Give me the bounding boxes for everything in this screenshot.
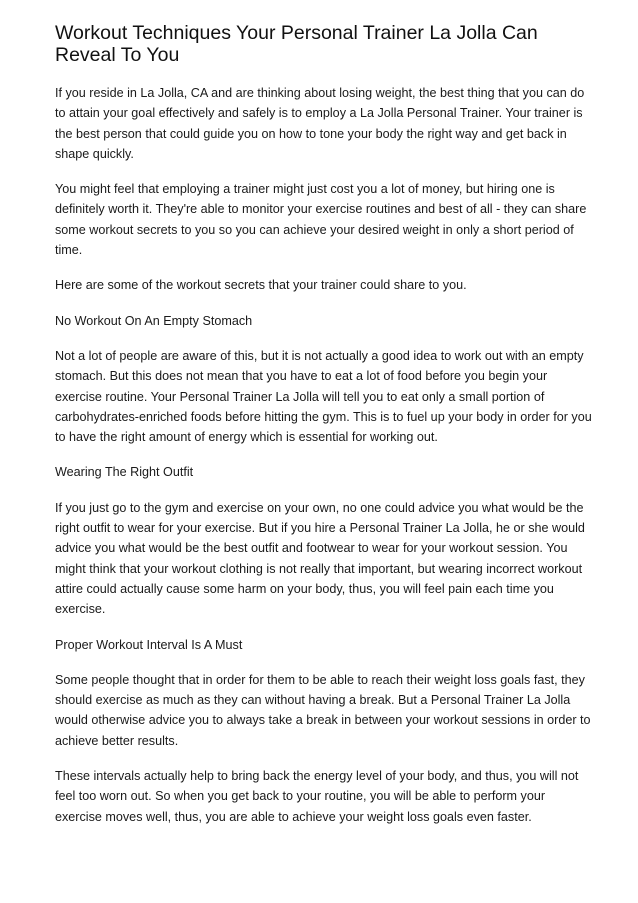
paragraph-interval: Some people thought that in order for them to be able to reach their weight loss goals fast, they should exercise as much as they can without having a break. But a Personal Trainer La Jolla would otherwise advice you to always take a break in between your workout sessions in order to achieve better results. (55, 672, 591, 748)
page-title: Workout Techniques Your Personal Trainer La Jolla Can Reveal To You (55, 22, 538, 66)
paragraph-cost: You might feel that employing a trainer might just cost you a lot of money, but hiring one is definitely worth it. They're able to monitor your exercise routines and best of all - they can share some workout secrets to you so you can achieve your desired weight in only a short period of time. (55, 182, 587, 258)
section-heading-interval: Proper Workout Interval Is A Must (55, 637, 243, 652)
paragraph-empty-stomach: Not a lot of people are aware of this, but it is not actually a good idea to work out with an empty stomach. But this does not mean that you have to eat a lot of food before you begin your exercise routine. Your Personal Trainer La Jolla will tell you to eat only a small portion of carbohydrates-enriched foods before hitting the gym. This is to fuel up your body in order for you to have the right amount of energy which is essential for working out. (55, 348, 592, 445)
document-page (55, 22, 595, 842)
section-heading-outfit: Wearing The Right Outfit (55, 465, 194, 480)
paragraph-outfit: If you just go to the gym and exercise on your own, no one could advice you what would be the right outfit to wear for your exercise. But if you hire a Personal Trainer La Jolla, he or she would advice you what would be the best outfit and footwear to wear for your workout session. You might think that your workout clothing is not really that important, but wearing incorrect workout attire could actually cause some harm on your body, thus, you will feel pain each time you exercise. (55, 500, 585, 617)
paragraph-energy: These intervals actually help to bring back the energy level of your body, and thus, you will not feel too worn out. So when you get back to your routine, you will be able to perform your exercise moves well, thus, you are able to achieve your weight loss goals even faster. (55, 769, 579, 824)
section-heading-empty-stomach: No Workout On An Empty Stomach (55, 313, 253, 328)
paragraph-secrets-lead: Here are some of the workout secrets that your trainer could share to you. (55, 278, 467, 293)
paragraph-intro: If you reside in La Jolla, CA and are thinking about losing weight, the best thing that you can do to attain your goal effectively and safely is to employ a La Jolla Personal Trainer. Your trainer is the best person that could guide you on how to tone your body the right way and get back in shape quickly. (55, 86, 585, 161)
